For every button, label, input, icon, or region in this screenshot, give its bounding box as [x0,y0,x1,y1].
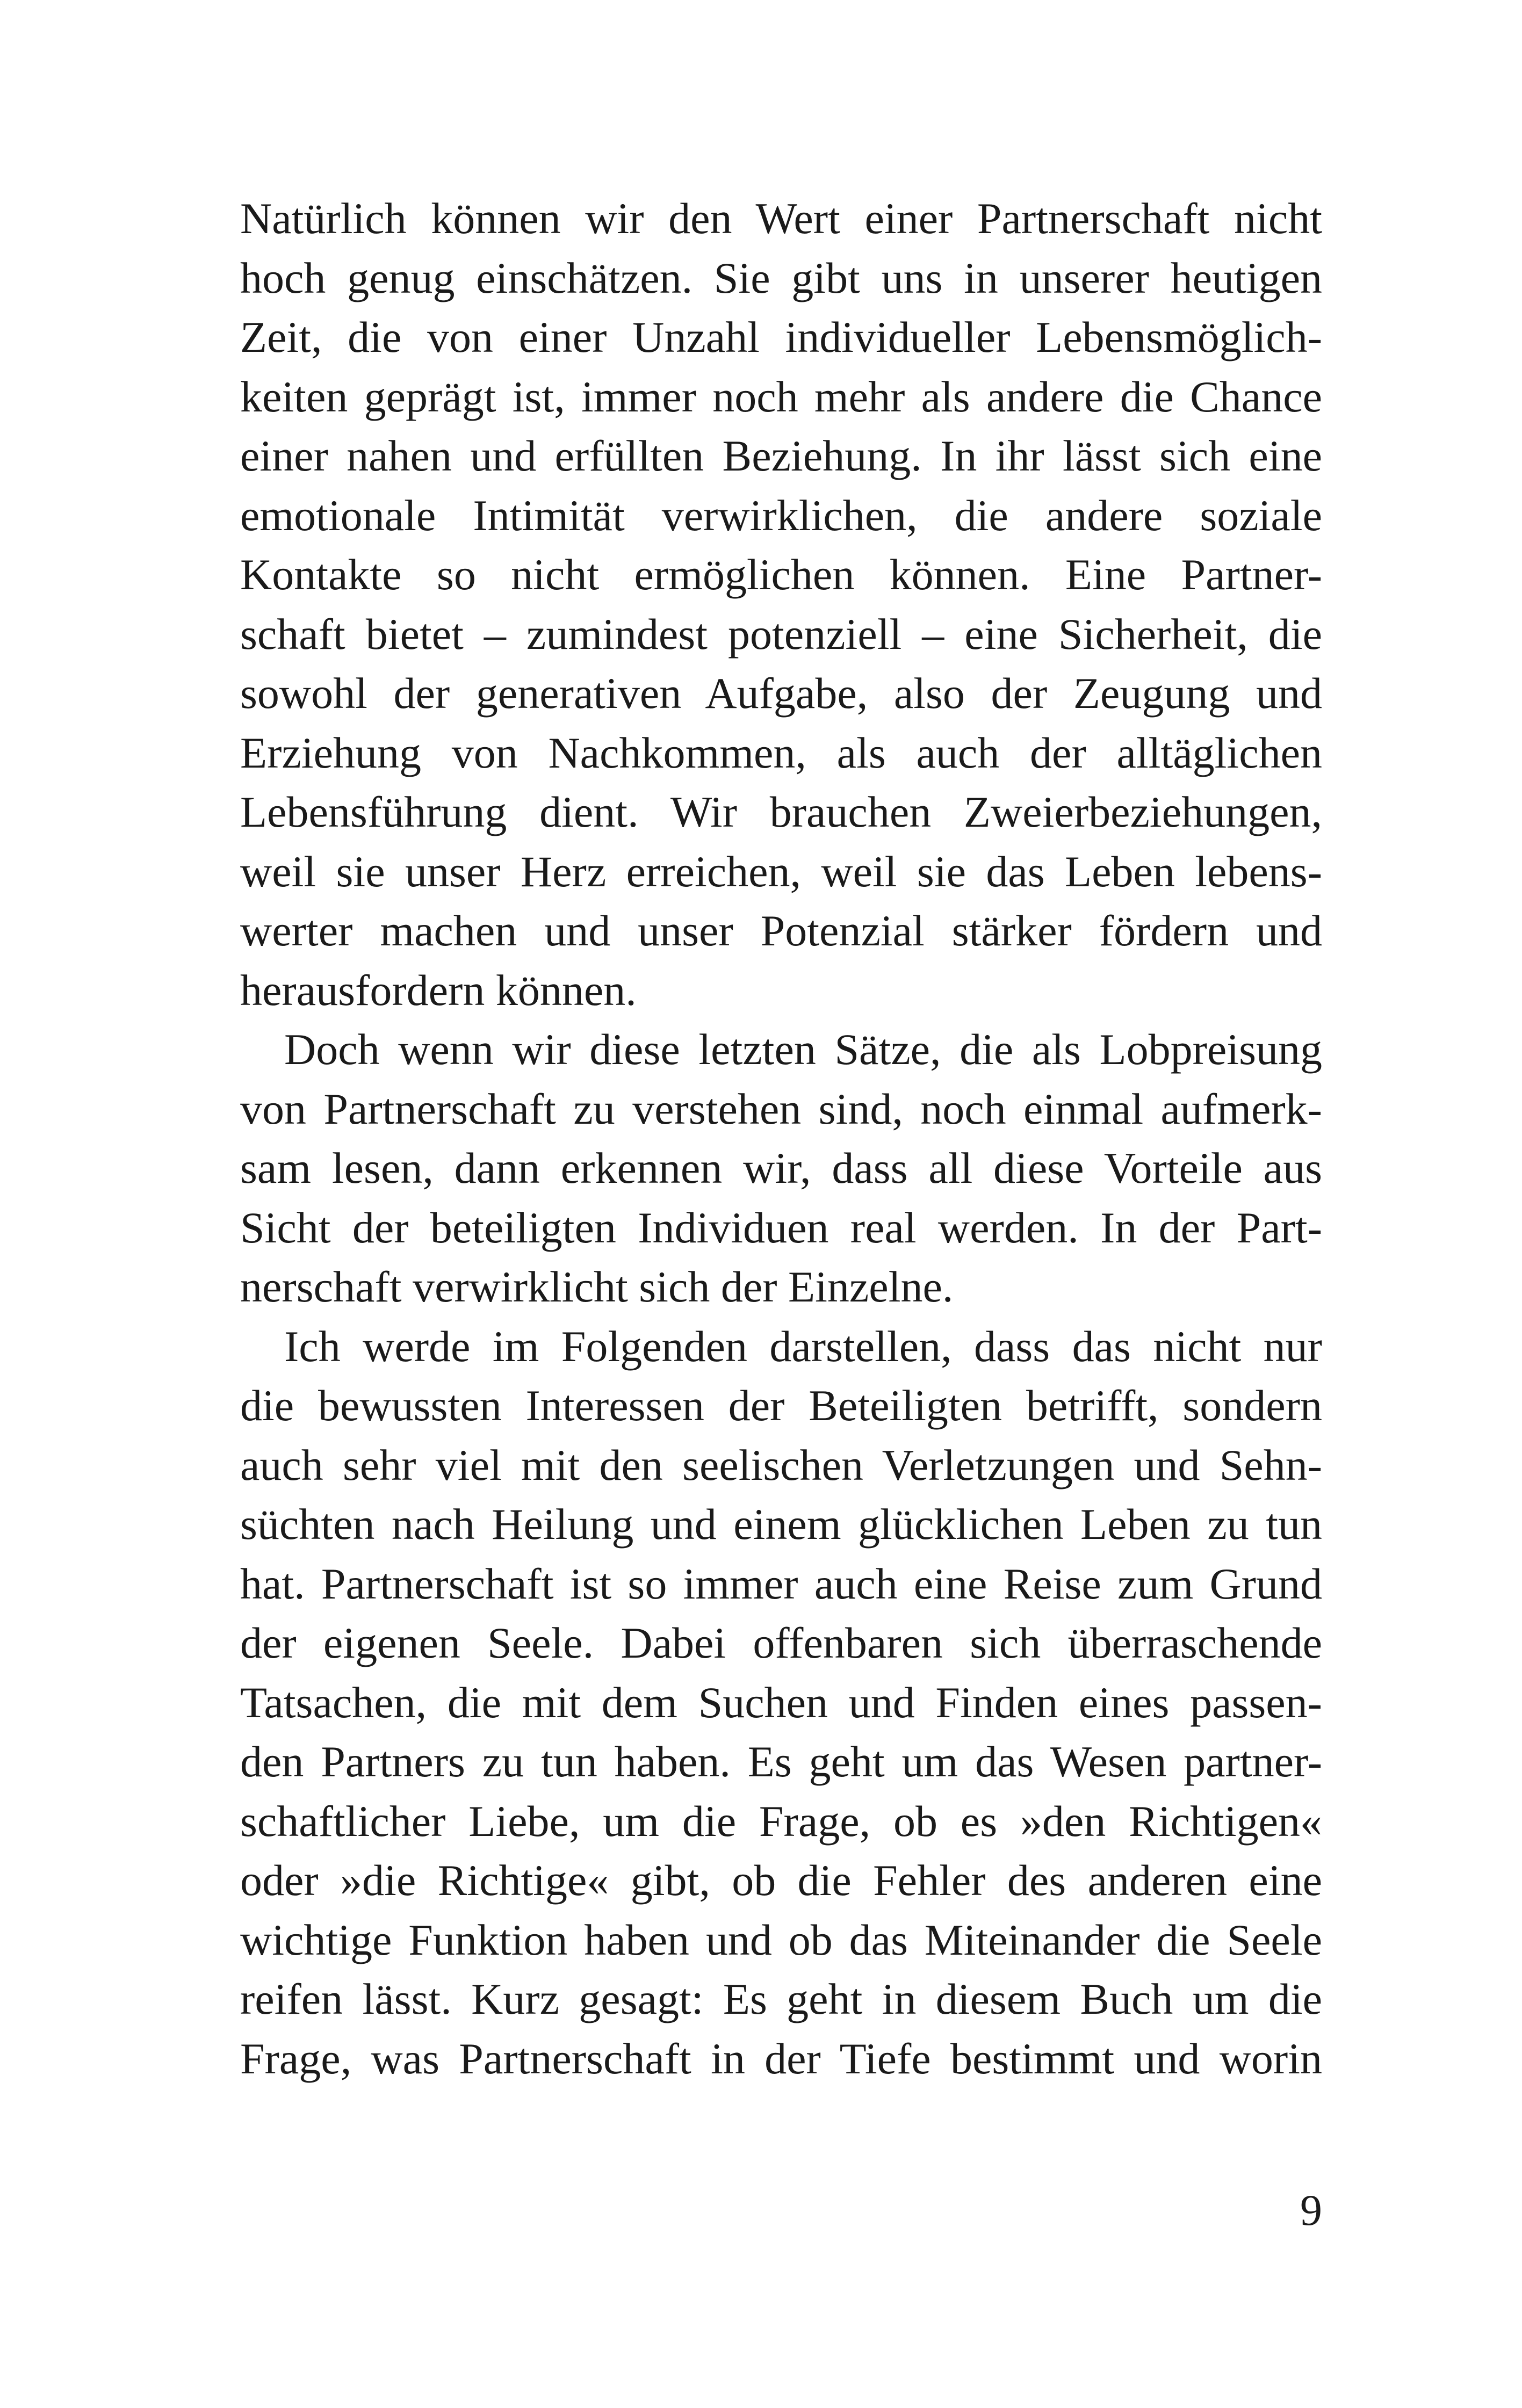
text-line: die bewussten Interessen der Beteiligten betrifft, sondern [240,1381,1322,1430]
text-line: hat. Partnerschaft ist so immer auch eine Reise zum Grund [240,1559,1322,1608]
text-line: sam lesen, dann erkennen wir, dass all diese Vorteile aus [240,1144,1322,1192]
text-line: den Partners zu tun haben. Es geht um das Wesen partner- [240,1737,1322,1786]
page-number: 9 [1300,2186,1322,2235]
text-line: süchten nach Heilung und einem glücklichen Leben zu tun [240,1500,1322,1549]
text-line: Frage, was Partnerschaft in der Tiefe bestimmt und worin [240,2034,1322,2083]
text-line: sowohl der generativen Aufgabe, also der Zeugung und [240,669,1322,718]
text-line: herausfordern können. [240,965,637,1015]
text-line: Sicht der beteiligten Individuen real werden. In der Part- [240,1203,1322,1252]
text-line: hoch genug einschätzen. Sie gibt uns in unserer heutigen [240,253,1322,302]
text-line: der eigenen Seele. Dabei offenbaren sich überraschende [240,1618,1322,1667]
text-line: emotionale Intimität verwirklichen, die andere soziale [240,490,1322,540]
text-line: einer nahen und erfüllten Beziehung. In ihr lässt sich eine [240,431,1322,480]
text-line: von Partnerschaft zu verstehen sind, noch einmal aufmerk- [240,1084,1322,1133]
text-line: schaftlicher Liebe, um die Frage, ob es »den Richtigen« [240,1796,1322,1846]
text-line: Natürlich können wir den Wert einer Partnerschaft nicht [240,194,1322,243]
text-line: Lebensführung dient. Wir brauchen Zweierbeziehungen, [240,787,1322,836]
text-line: wichtige Funktion haben und ob das Miteinander die Seele [240,1915,1322,1964]
text-line: reifen lässt. Kurz gesagt: Es geht in diesem Buch um die [240,1975,1322,2023]
text-line: Zeit, die von einer Unzahl individueller Lebensmöglich- [240,313,1322,361]
text-line: werter machen und unser Potenzial stärker fördern und [240,906,1322,955]
text-line: weil sie unser Herz erreichen, weil sie das Leben lebens- [240,847,1322,896]
text-line: Erziehung von Nachkommen, als auch der alltäglichen [240,728,1322,777]
body-text [240,189,1322,2088]
text-line: schaft bietet – zumindest potenziell – eine Sicherheit, die [240,609,1322,659]
text-line: keiten geprägt ist, immer noch mehr als andere die Chance [240,372,1322,421]
text-line: oder »die Richtige« gibt, ob die Fehler des anderen eine [240,1856,1322,1905]
text-line: Kontakte so nicht ermöglichen können. Eine Partner- [240,550,1322,599]
text-line: Doch wenn wir diese letzten Sätze, die als Lobpreisung [284,1025,1322,1074]
text-line: Tatsachen, die mit dem Suchen und Finden eines passen- [240,1677,1322,1727]
text-line: auch sehr viel mit den seelischen Verletzungen und Sehn- [240,1440,1322,1489]
text-line: Ich werde im Folgenden darstellen, dass das nicht nur [284,1321,1322,1371]
text-line: nerschaft verwirklicht sich der Einzelne. [240,1262,954,1311]
